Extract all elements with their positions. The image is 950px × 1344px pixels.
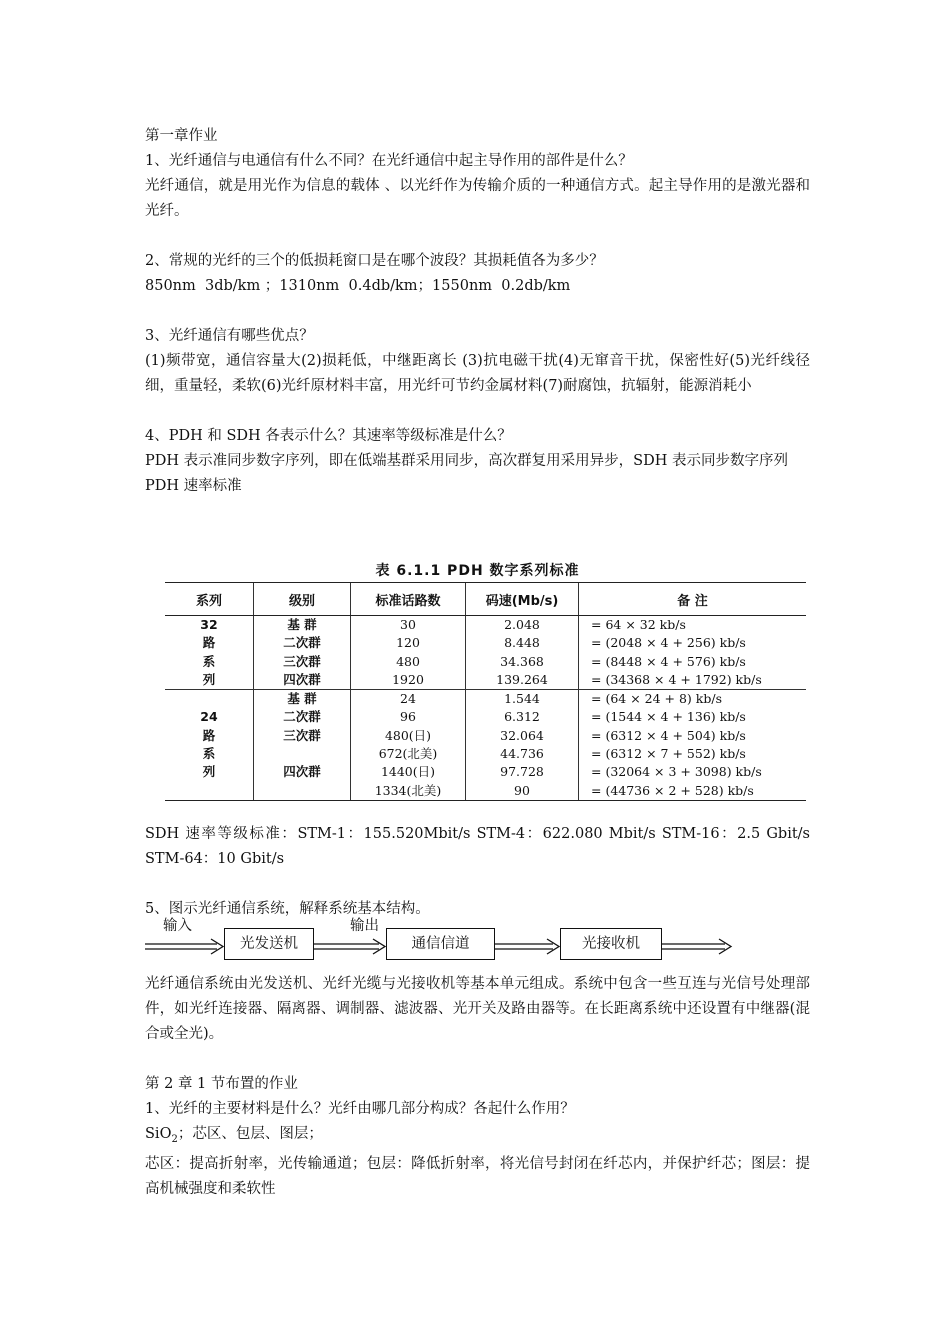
level-cell: 四次群 xyxy=(254,763,351,781)
pdh-table-title: 表 6.1.1 PDH 数字系列标准 xyxy=(375,563,580,579)
sio2-subscript: 2 xyxy=(171,1133,178,1145)
ch1-answer-2: 850nm 3db/km ；1310nm 0.4db/km；1550nm 0.2db/km xyxy=(145,278,571,294)
series-cell: 系 xyxy=(202,653,216,669)
sio2-main: SiO xyxy=(145,1126,172,1142)
series-cell xyxy=(165,690,254,709)
link-arrowhead-2 xyxy=(547,939,559,954)
channels-cell: 96 xyxy=(351,708,466,726)
table-row xyxy=(165,653,806,671)
note-cell: = 64 × 32 kb/s xyxy=(579,616,807,635)
ch1-question-3: 3、光纤通信有哪些优点？ xyxy=(145,328,314,344)
series-cell: 路 xyxy=(202,727,216,743)
rate-cell: 90 xyxy=(466,782,579,801)
series-cell: 32 xyxy=(165,616,254,635)
series-cell: 24 xyxy=(200,709,218,725)
ch1-question-4: 4、PDH 和 SDH 各表示什么？其速率等级标准是什么？ xyxy=(145,428,512,444)
level-cell: 三次群 xyxy=(254,653,351,671)
level-cell: 二次群 xyxy=(254,634,351,652)
ch2-answer-1-detail: 芯区：提高折射率，光传输通道；包层：降低折射率，将光信号封闭在纤芯内，并保护纤芯；图层：提高机械强度和柔软性 xyxy=(145,1155,810,1197)
note-cell: = (44736 × 2 + 528) kb/s xyxy=(579,782,807,801)
transmitter-box: 光发送机 xyxy=(224,928,314,960)
ch1-answer-1: 光纤通信，就是用光作为信息的载体 、以光纤作为传输介质的一种通信方式。起主导作用的是激光器和光纤。 xyxy=(145,178,810,219)
table-row xyxy=(165,745,806,763)
note-cell: = (32064 × 3 + 3098) kb/s xyxy=(579,763,807,781)
series-cell: 系 xyxy=(202,746,216,762)
rate-cell: 97.728 xyxy=(466,763,579,781)
channels-cell: 1440(日) xyxy=(351,763,466,781)
rate-cell: 2.048 xyxy=(466,616,579,635)
col-header-channels: 标准话路数 xyxy=(351,583,466,616)
receiver-box: 光接收机 xyxy=(560,928,662,960)
table-row xyxy=(165,763,806,781)
channels-cell: 480 xyxy=(351,653,466,671)
ch1-answer-5: 光纤通信系统由光发送机、光纤光缆与光接收机等基本单元组成。系统中包含一些互连与光信号处理部件，如光纤连接器、隔离器、调制器、滤波器、光开关及路由器等。在长距离系统中还设置有中继器(混合或全光)。 xyxy=(145,976,810,1042)
rate-cell: 1.544 xyxy=(466,690,579,709)
table-row xyxy=(165,782,806,801)
table-row xyxy=(165,727,806,745)
rate-cell: 8.448 xyxy=(466,634,579,652)
note-cell: = (6312 × 7 + 552) kb/s xyxy=(579,745,807,763)
chapter1-heading: 第一章作业 xyxy=(145,128,218,144)
sdh-rates: SDH 速率等级标准：STM-1：155.520Mbit/s STM-4：622.080 Mbit/s STM-16：2.5 Gbit/s STM-64：10 Gbit/s xyxy=(145,826,810,867)
table-row xyxy=(165,634,806,652)
output-label: 输出 xyxy=(350,918,379,934)
input-arrowhead xyxy=(211,939,223,954)
level-cell xyxy=(254,782,351,801)
channels-cell: 1920 xyxy=(351,671,466,690)
channels-cell: 24 xyxy=(351,690,466,709)
note-cell: = (64 × 24 + 8) kb/s xyxy=(579,690,807,709)
pdh-rate-label: PDH 速率标准 xyxy=(145,478,242,494)
note-cell: = (34368 × 4 + 1792) kb/s xyxy=(579,671,807,690)
rate-cell: 44.736 xyxy=(466,745,579,763)
ch1-answer-4: PDH 表示准同步数字序列，即在低端基群采用同步，高次群复用采用异步，SDH 表示同步数字序列 xyxy=(145,453,788,469)
series-cell: 列 xyxy=(202,764,216,780)
ch2-answer-1-rest: ；芯区、包层、图层； xyxy=(177,1126,323,1142)
fiber-system-diagram xyxy=(145,920,745,970)
channels-cell: 30 xyxy=(351,616,466,635)
channels-cell: 480(日) xyxy=(351,727,466,745)
channels-cell: 672(北美) xyxy=(351,745,466,763)
output-arrowhead xyxy=(719,939,731,954)
table-row xyxy=(165,708,806,726)
series-cell: 列 xyxy=(202,671,216,687)
col-header-notes: 备 注 xyxy=(579,583,807,616)
rate-cell: 139.264 xyxy=(466,671,579,690)
rate-cell: 34.368 xyxy=(466,653,579,671)
note-cell: = (8448 × 4 + 576) kb/s xyxy=(579,653,807,671)
note-cell: = (6312 × 4 + 504) kb/s xyxy=(579,727,807,745)
ch1-question-2: 2、常规的光纤的三个的低损耗窗口是在哪个波段？其损耗值各为多少？ xyxy=(145,253,604,269)
pdh-table-figure xyxy=(145,557,810,812)
link-arrowhead-1 xyxy=(373,939,385,954)
level-cell: 四次群 xyxy=(254,671,351,690)
channels-cell: 1334(北美) xyxy=(351,782,466,801)
ch2-question-1: 1、光纤的主要材料是什么？光纤由哪几部分构成？各起什么作用？ xyxy=(145,1101,575,1117)
document-body-2 xyxy=(145,822,810,922)
ch1-answer-3: (1)频带宽，通信容量大(2)损耗低，中继距离长 (3)抗电磁干扰(4)无窜音干扰，保密性好(5)光纤线径细，重量轻，柔软(6)光纤原材料丰富，用光纤可节约金属材料(7)耐腐蚀，抗辐射，能源消耗小 xyxy=(145,353,810,394)
channel-box: 通信信道 xyxy=(386,928,495,960)
note-cell: = (2048 × 4 + 256) kb/s xyxy=(579,634,807,652)
ch1-question-5: 5、图示光纤通信系统，解释系统基本结构。 xyxy=(145,901,430,917)
rate-cell: 32.064 xyxy=(466,727,579,745)
level-cell: 三次群 xyxy=(254,727,351,745)
series-cell: 路 xyxy=(202,635,216,651)
table-row xyxy=(165,671,806,690)
document-body-3 xyxy=(145,972,810,1202)
series-cell xyxy=(165,782,254,801)
col-header-level: 级别 xyxy=(254,583,351,616)
document-body xyxy=(145,124,810,499)
channels-cell: 120 xyxy=(351,634,466,652)
level-cell: 基 群 xyxy=(254,690,351,709)
table-row xyxy=(165,690,806,709)
level-cell: 基 群 xyxy=(254,616,351,635)
col-header-rate: 码速(Mb/s) xyxy=(466,583,579,616)
level-cell xyxy=(254,745,351,763)
pdh-table xyxy=(165,582,806,801)
chapter2-heading: 第 2 章 1 节布置的作业 xyxy=(145,1076,298,1092)
ch2-answer-1 xyxy=(145,1122,810,1152)
table-row xyxy=(165,616,806,635)
rate-cell: 6.312 xyxy=(466,708,579,726)
col-header-series: 系列 xyxy=(165,583,254,616)
ch1-question-1: 1、光纤通信与电通信有什么不同？在光纤通信中起主导作用的部件是什么？ xyxy=(145,153,633,169)
input-label: 输入 xyxy=(163,918,192,934)
level-cell: 二次群 xyxy=(254,708,351,726)
note-cell: = (1544 × 4 + 136) kb/s xyxy=(579,708,807,726)
